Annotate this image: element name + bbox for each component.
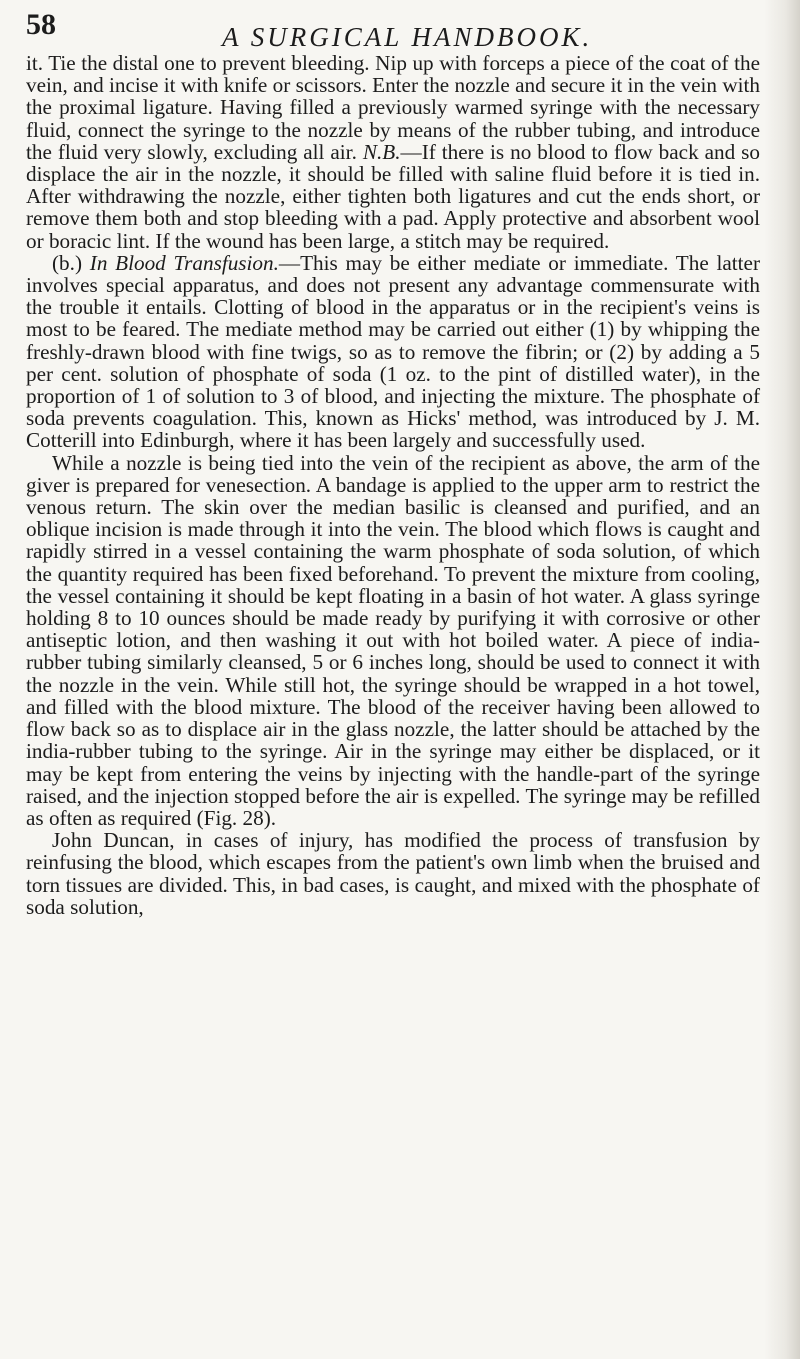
nota-bene: N.B. bbox=[362, 139, 401, 164]
body-text bbox=[26, 52, 760, 918]
paragraph-4-text: John Duncan, in cases of injury, has modified the process of transfusion by reinfusing the blood, which escapes from the patient's own limb when the bruised and torn tissues are divided. This, in bad cases, is caught, and mixed with the phosphate of soda solution, bbox=[26, 828, 760, 919]
paragraph-3-text: While a nozzle is being tied into the vein of the recipient as above, the arm of the giver is prepared for venesection. A bandage is applied to the upper arm to restrict the venous return. The skin over the median basilic is cleansed and purified, and an oblique incision is made through it into the vein. The blood which flows is caught and rapidly stirred in a vessel containing the warm phosphate of soda solution, of which the quantity required has been fixed beforehand. To prevent the mixture from cooling, the vessel containing it should be kept floating in a basin of hot water. A glass syringe holding 8 to 10 ounces should be made ready by purifying it with corrosive or other antiseptic lotion, and then washing it out with hot boiled water. A piece of india-rubber tubing similarly cleansed, 5 or 6 inches long, should be used to connect it with the nozzle in the vein. While still hot, the syringe should be wrapped in a hot towel, and filled with the blood mixture. The blood of the receiver having been allowed to flow back so as to displace air in the glass nozzle, the latter should be attached by the india-rubber tubing to the syringe. Air in the syringe may either be displaced, or it may be kept from entering the veins by injecting with the handle-part of the syringe raised, and the injection stopped before the air is expelled. The syringe may be refilled as often as required (Fig. 28). bbox=[26, 450, 760, 830]
page-header bbox=[26, 8, 766, 54]
page-edge-shadow bbox=[764, 0, 800, 1359]
paragraph-2 bbox=[26, 252, 760, 452]
section-label: (b.) bbox=[52, 250, 83, 275]
paragraph-1-text-before: it. Tie the distal one to prevent bleeding. Nip up with forceps a piece of the coat of the vein, and incise it with knife or scissors. Enter the nozzle and secure it in the vein with the proximal ligature. Having filled a previously warmed syringe with the necessary fluid, connect the syringe to the nozzle by means of the rubber tubing, and introduce the fluid very slowly, excluding all air. bbox=[26, 51, 760, 164]
running-title: A SURGICAL HANDBOOK. bbox=[222, 22, 593, 52]
paragraph-1 bbox=[26, 52, 760, 252]
paragraph-2-text: —This may be either mediate or immediate. The latter involves special apparatus, and does not present any advantage commensurate with the trouble it entails. Clotting of blood in the apparatus or in the recipient's veins is most to be feared. The mediate method may be carried out either (1) by whipping the freshly-drawn blood with fine twigs, so as to remove the fibrin; or (2) by adding a 5 per cent. solution of phosphate of soda (1 oz. to the pint of distilled water), in the proportion of 1 of solution to 3 of blood, and injecting the mixture. The phosphate of soda prevents coagulation. This, known as Hicks' method, was introduced by J. M. Cotterill into Edinburgh, where it has been largely and successfully used. bbox=[26, 250, 760, 453]
paragraph-1-text-after: —If there is no blood to flow back and so displace the air in the nozzle, it should be filled with saline fluid before it is tied in. After withdrawing the nozzle, either tighten both ligatures and cut the ends short, or remove them both and stop bleeding with a pad. Apply protective and absorbent wool or boracic lint. If the wound has been large, a stitch may be required. bbox=[26, 139, 761, 253]
paragraph-4 bbox=[26, 829, 760, 918]
paragraph-3 bbox=[26, 452, 760, 829]
section-title: In Blood Transfusion. bbox=[89, 250, 279, 275]
page-number: 58 bbox=[26, 8, 56, 41]
